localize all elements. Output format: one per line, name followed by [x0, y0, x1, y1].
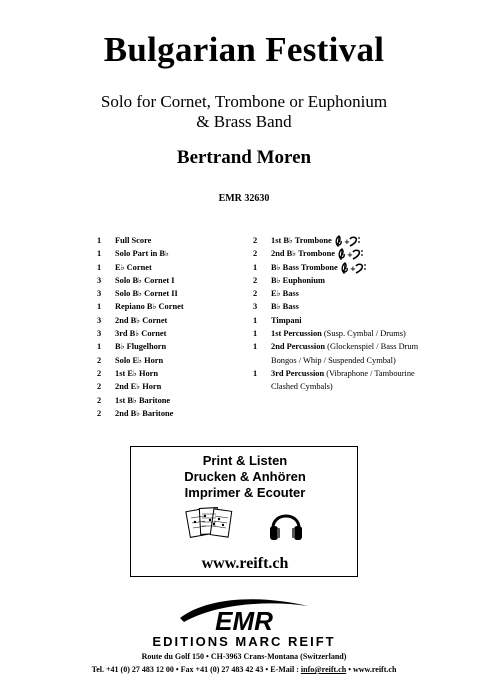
- part-name: [271, 380, 333, 393]
- part-name: [115, 314, 167, 327]
- part-name-text: B♭ Bass: [271, 302, 299, 312]
- part-name: [271, 327, 406, 340]
- part-name-text: Solo E♭ Horn: [115, 355, 164, 365]
- part-name-text: B♭ Euphonium: [271, 275, 325, 285]
- part-row: [97, 247, 247, 260]
- part-name: [115, 234, 151, 247]
- part-row: [253, 274, 453, 287]
- contact-suffix: • www.reift.ch: [346, 665, 397, 674]
- part-row: [97, 407, 247, 420]
- part-quantity: 3: [97, 329, 102, 339]
- part-quantity: 2: [253, 236, 258, 245]
- part-row: [253, 314, 453, 327]
- part-row: [97, 234, 247, 247]
- part-quantity: 3: [253, 302, 258, 312]
- catalog-number: EMR 32630: [218, 193, 270, 204]
- publisher-name: EDITIONS MARC REIFT: [152, 634, 336, 649]
- svg-text:+: +: [343, 238, 350, 247]
- promo-line-3: Imprimer & Ecouter: [184, 485, 306, 500]
- part-name-text: E♭ Bass: [271, 289, 299, 299]
- part-name: [115, 327, 166, 340]
- composer-name: Bertrand Moren: [176, 147, 312, 168]
- part-name-text: 2nd B♭ Cornet: [115, 315, 168, 325]
- promo-url-link[interactable]: www.reift.ch: [201, 555, 289, 572]
- part-quantity: 1: [97, 262, 102, 272]
- part-row: [253, 247, 453, 260]
- part-name: [271, 367, 415, 380]
- contact-prefix: Tel. +41 (0) 27 483 12 00 • Fax +41 (0) 27 483 42 43 • E-Mail :: [91, 665, 301, 674]
- part-name: [115, 261, 152, 274]
- publisher-address: Route du Golf 150 • CH-3963 Crans-Montana (Switzerland): [141, 652, 347, 661]
- part-name-text: Solo B♭ Cornet I: [115, 275, 175, 285]
- promo-line-2: Drucken & Anhören: [184, 469, 306, 484]
- part-quantity: 2: [97, 408, 102, 418]
- part-quantity: 1: [97, 302, 102, 312]
- part-quantity: 2: [253, 289, 258, 299]
- part-row: [253, 287, 453, 300]
- part-name: [271, 234, 362, 247]
- part-name-text: B♭ Flugelhorn: [115, 342, 167, 352]
- part-row: [97, 274, 247, 287]
- part-row: [97, 354, 247, 367]
- parts-list-right: [253, 234, 453, 394]
- part-name-text: 2nd Percussion: [271, 342, 326, 352]
- part-quantity: 1: [253, 262, 258, 272]
- subtitle-line-2: & Brass Band: [196, 112, 292, 131]
- part-row: [97, 300, 247, 313]
- part-row: [253, 367, 453, 380]
- promo-line-1: Print & Listen: [202, 453, 288, 468]
- page-title: Bulgarian Festival: [103, 30, 385, 69]
- part-detail: (Glockenspiel / Bass Drum: [327, 342, 419, 352]
- part-row: [253, 234, 453, 247]
- parts-list-left: [97, 234, 247, 420]
- part-row: [97, 340, 247, 353]
- part-quantity: 1: [97, 342, 102, 352]
- headphones-icon: [267, 504, 305, 544]
- part-name-text: 1st E♭ Horn: [115, 368, 159, 378]
- part-quantity: 2: [97, 355, 102, 365]
- part-row: [253, 380, 453, 393]
- part-name: [271, 314, 302, 327]
- part-name-text: 2nd E♭ Horn: [115, 382, 162, 392]
- part-quantity: 1: [253, 329, 258, 339]
- part-name: [115, 394, 170, 407]
- part-row: [253, 300, 453, 313]
- part-row: [97, 394, 247, 407]
- part-row: [97, 367, 247, 380]
- email-link[interactable]: info@reift.ch: [300, 665, 347, 674]
- part-name: [271, 274, 325, 287]
- part-name: [115, 407, 173, 420]
- part-row: [97, 327, 247, 340]
- part-quantity: 2: [253, 249, 258, 259]
- part-name: [271, 287, 299, 300]
- part-name: [271, 261, 368, 274]
- print-listen-box[interactable]: [130, 446, 358, 577]
- part-detail: Bongos / Whip / Suspended Cymbal): [271, 355, 396, 365]
- part-name: [271, 300, 299, 313]
- part-row: [97, 380, 247, 393]
- part-quantity: 1: [97, 236, 102, 245]
- part-quantity: 3: [97, 275, 102, 285]
- part-name: [271, 340, 418, 353]
- part-name-text: B♭ Bass Trombone: [271, 262, 338, 272]
- publisher-contact: [0, 665, 488, 674]
- emr-logo: [176, 596, 312, 634]
- part-name-text: Repiano B♭ Cornet: [115, 302, 184, 312]
- logo-text: EMR: [215, 606, 273, 634]
- part-row: [97, 261, 247, 274]
- part-name-text: 1st B♭ Baritone: [115, 395, 171, 405]
- clef-icon: [334, 234, 362, 247]
- part-detail: Clashed Cymbals): [271, 382, 333, 392]
- part-row: [253, 327, 453, 340]
- subtitle-line-1: Solo for Cornet, Trombone or Euphonium: [100, 92, 388, 111]
- part-row: [253, 340, 453, 353]
- part-name-text: Full Score: [115, 236, 152, 245]
- part-name: [115, 354, 163, 367]
- part-name-text: 3rd B♭ Cornet: [115, 329, 167, 339]
- part-name-text: 3rd Percussion: [271, 368, 325, 378]
- part-name-text: 2nd B♭ Baritone: [115, 408, 174, 418]
- part-name: [115, 287, 178, 300]
- part-name: [115, 300, 184, 313]
- clef-icon: [340, 261, 368, 274]
- part-quantity: 2: [253, 275, 258, 285]
- part-name: [115, 380, 161, 393]
- part-quantity: 1: [97, 249, 102, 259]
- part-name: [271, 354, 396, 367]
- part-name-text: 2nd B♭ Trombone: [271, 249, 335, 259]
- part-name: [271, 247, 365, 260]
- part-name: [115, 340, 166, 353]
- part-detail: (Susp. Cymbal / Drums): [323, 329, 406, 339]
- part-detail: (Vibraphone / Tambourine: [326, 368, 415, 378]
- part-name-text: Timpani: [271, 315, 302, 325]
- sheet-music-icon: [185, 504, 235, 544]
- part-row: [253, 354, 453, 367]
- part-quantity: 2: [97, 382, 102, 392]
- part-quantity: 2: [97, 395, 102, 405]
- part-row: [97, 287, 247, 300]
- part-name: [115, 247, 169, 260]
- part-quantity: 1: [253, 315, 258, 325]
- svg-text:+: +: [349, 264, 356, 273]
- clef-icon: [337, 247, 365, 260]
- part-name-text: Solo B♭ Cornet II: [115, 289, 178, 299]
- part-quantity: 1: [253, 368, 258, 378]
- part-row: [97, 314, 247, 327]
- part-name-text: E♭ Cornet: [115, 262, 152, 272]
- part-name-text: 1st B♭ Trombone: [271, 236, 332, 245]
- part-quantity: 2: [97, 368, 102, 378]
- part-name: [115, 367, 158, 380]
- part-name: [115, 274, 175, 287]
- part-name-text: Solo Part in B♭: [115, 249, 169, 259]
- part-quantity: 1: [253, 342, 258, 352]
- part-row: [253, 261, 453, 274]
- part-quantity: 3: [97, 315, 102, 325]
- part-quantity: 3: [97, 289, 102, 299]
- part-name-text: 1st Percussion: [271, 329, 322, 339]
- svg-text:+: +: [347, 251, 353, 260]
